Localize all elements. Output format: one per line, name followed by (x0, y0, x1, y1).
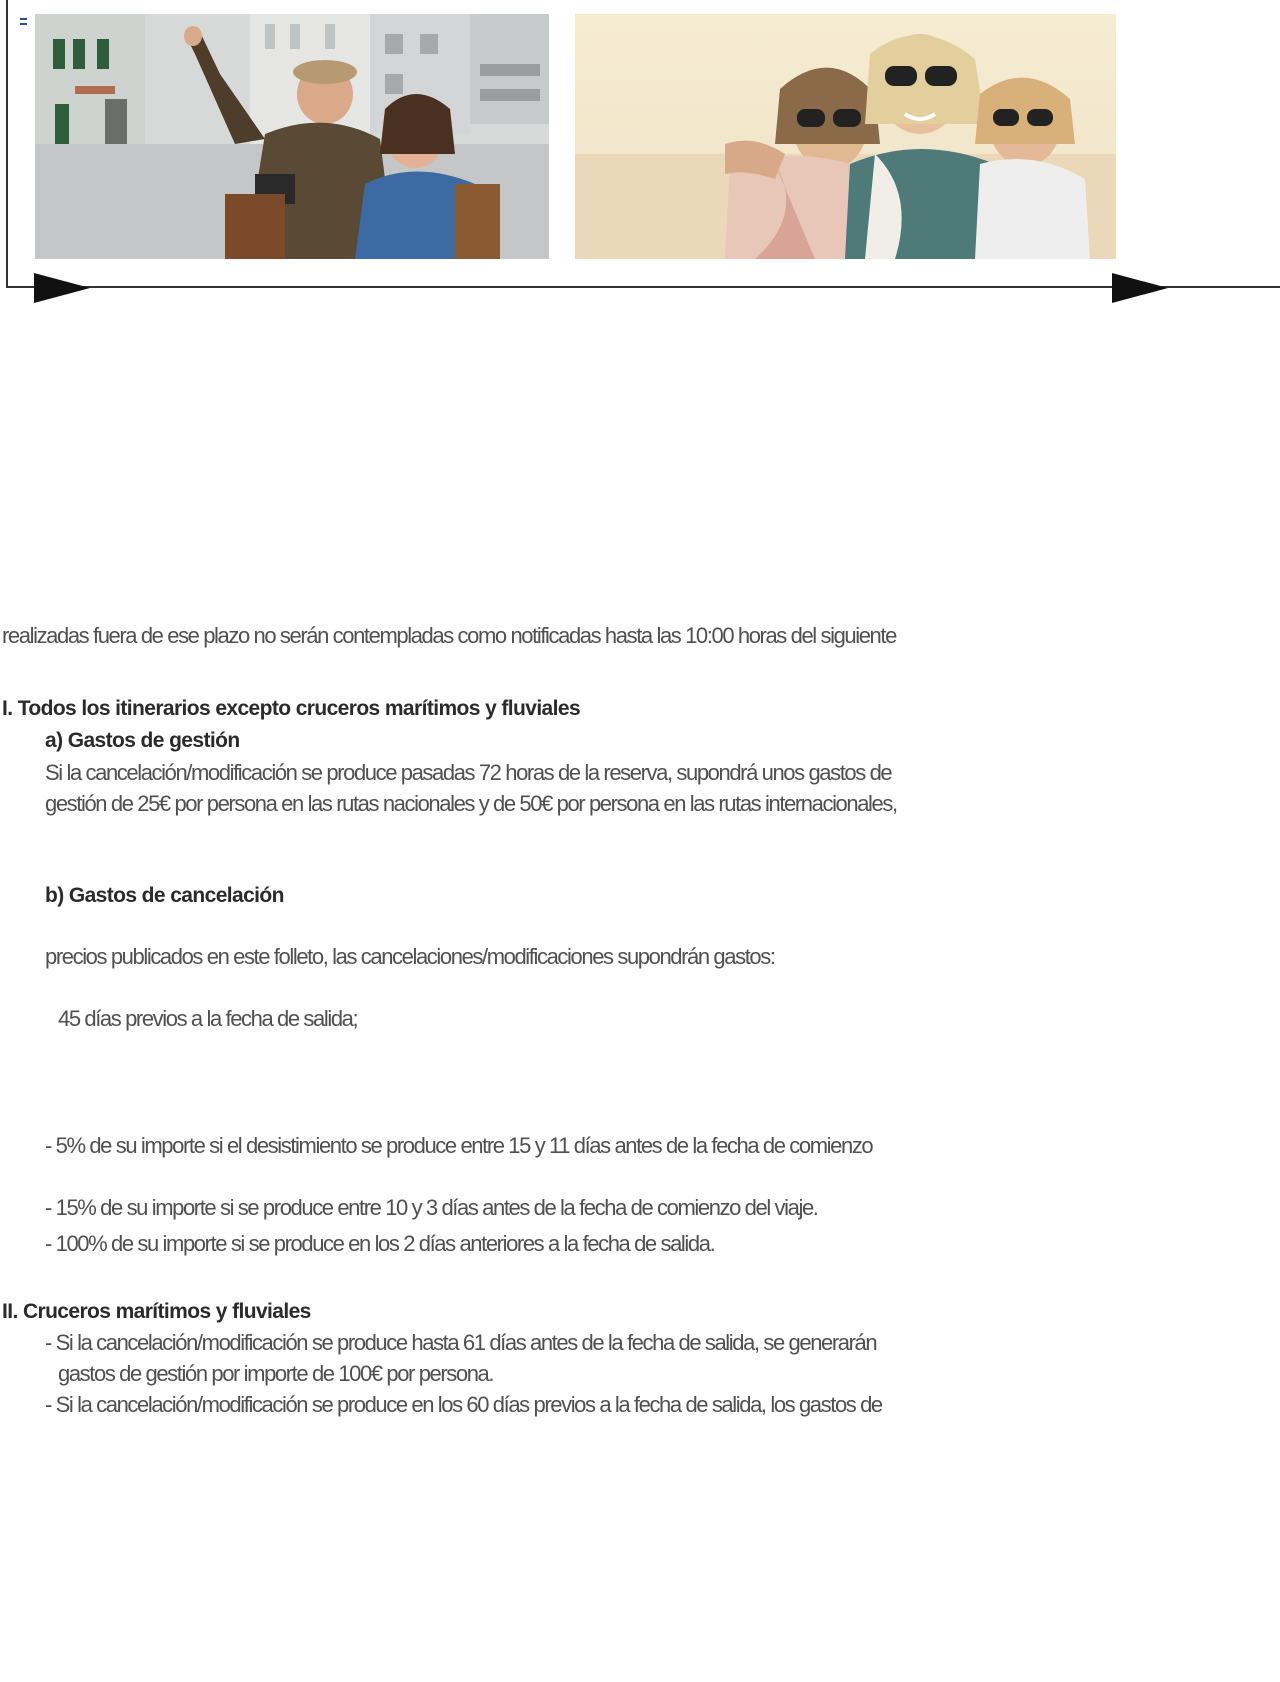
arrow-right-icon (1112, 273, 1172, 303)
section2-line3: - Si la cancelación/modificación se produce en los 60 días previos a la fecha de salida, los gastos de (45, 1392, 882, 1417)
section1-b-line5: - 100% de su importe si se produce en los 2 días anteriores a la fecha de salida. (45, 1231, 715, 1256)
section2-line2: gastos de gestión por importe de 100€ por persona. (58, 1361, 494, 1386)
arrow-left-icon (34, 273, 94, 303)
section1-title: I. Todos los itinerarios excepto cruceros marítimos y fluviales (2, 697, 581, 720)
section1-b-line3: - 5% de su importe si el desistimiento se produce entre 15 y 11 días antes de la fecha de comienzo (45, 1133, 873, 1158)
frame-left-border (6, 0, 8, 287)
section1-a-line1: Si la cancelación/modificación se produce pasadas 72 horas de la reserva, supondrá unos gastos de (45, 760, 892, 785)
section1-a-title: a) Gastos de gestión (45, 729, 240, 752)
corner-marker-icon (20, 18, 27, 25)
section1-b-line2: 45 días previos a la fecha de salida; (58, 1006, 358, 1031)
section2-line1: - Si la cancelación/modificación se produce hasta 61 días antes de la fecha de salida, se generarán (45, 1330, 877, 1355)
photo-three-friends (575, 14, 1116, 259)
section1-b-line1: precios publicados en este folleto, las cancelaciones/modificaciones supondrán gastos: (45, 944, 775, 969)
frame-bottom-rule (6, 286, 1280, 288)
section1-b-line4: - 15% de su importe si se produce entre 10 y 3 días antes de la fecha de comienzo del viaje. (45, 1195, 818, 1220)
section1-a-line2: gestión de 25€ por persona en las rutas nacionales y de 50€ por persona en las rutas internacionales, (45, 791, 897, 816)
section2-title: II. Cruceros marítimos y fluviales (2, 1300, 311, 1323)
section1-b-title: b) Gastos de cancelación (45, 884, 284, 907)
photo-travel-couple (35, 14, 549, 259)
intro-line: realizadas fuera de ese plazo no serán contempladas como notificadas hasta las 10:00 horas del siguiente (2, 623, 896, 648)
